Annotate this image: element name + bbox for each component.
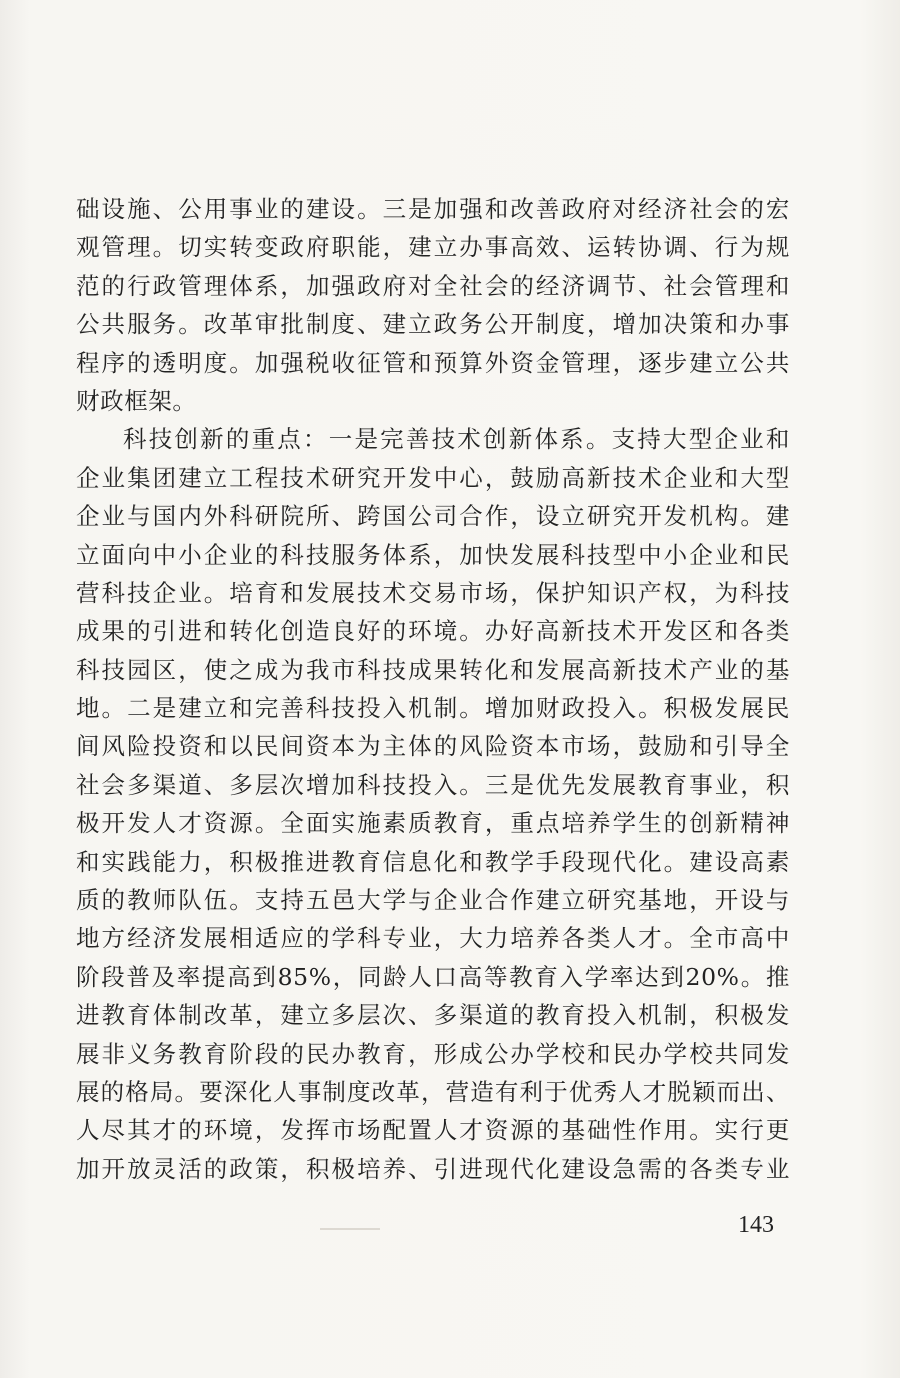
page-smudge <box>320 1228 380 1230</box>
text-line: 社会多渠道、多层次增加科技投入。三是优先发展教育事业，积 <box>76 770 790 799</box>
text-line: 程序的透明度。加强税收征管和预算外资金管理，逐步建立公共 <box>76 348 790 377</box>
page-number: 143 <box>738 1212 774 1238</box>
text-line: 地。二是建立和完善科技投入机制。增加财政投入。积极发展民 <box>76 694 790 723</box>
text-line: 公共服务。改革审批制度、建立政务公开制度，增加决策和办事 <box>76 310 790 339</box>
text-line: 极开发人才资源。全面实施素质教育，重点培养学生的创新精神 <box>76 809 790 838</box>
text-line: 质的教师队伍。支持五邑大学与企业合作建立研究基地，开设与 <box>76 886 790 915</box>
text-line: 加开放灵活的政策，积极培养、引进现代化建设急需的各类专业 <box>76 1154 790 1183</box>
text-line: 展非义务教育阶段的民办教育，形成公办学校和民办学校共同发 <box>76 1039 790 1068</box>
text-line: 展的格局。要深化人事制度改革，营造有利于优秀人才脱颖而出、 <box>76 1077 790 1106</box>
body-text <box>76 190 790 1188</box>
text-line: 和实践能力，积极推进教育信息化和教学手段现代化。建设高素 <box>76 847 790 876</box>
text-line: 企业与国内外科研院所、跨国公司合作，设立研究开发机构。建 <box>76 502 790 531</box>
text-line: 阶段普及率提高到85%，同龄人口高等教育入学率达到20%。推 <box>76 962 790 991</box>
text-line: 企业集团建立工程技术研究开发中心，鼓励高新技术企业和大型 <box>76 463 790 492</box>
text-line: 范的行政管理体系，加强政府对全社会的经济调节、社会管理和 <box>76 271 790 300</box>
text-line: 观管理。切实转变政府职能，建立办事高效、运转协调、行为规 <box>76 233 790 262</box>
text-line: 间风险投资和以民间资本为主体的风险资本市场，鼓励和引导全 <box>76 732 790 761</box>
text-line: 地方经济发展相适应的学科专业，大力培养各类人才。全市高中 <box>76 924 790 953</box>
text-line: 营科技企业。培育和发展技术交易市场，保护知识产权，为科技 <box>76 578 790 607</box>
text-line: 立面向中小企业的科技服务体系，加快发展科技型中小企业和民 <box>76 540 790 569</box>
text-line: 人尽其才的环境，发挥市场配置人才资源的基础性作用。实行更 <box>76 1116 790 1145</box>
text-line: 科技园区，使之成为我市科技成果转化和发展高新技术产业的基 <box>76 655 790 684</box>
text-line: 进教育体制改革，建立多层次、多渠道的教育投入机制，积极发 <box>76 1001 790 1030</box>
text-line: 财政框架。 <box>76 386 197 415</box>
text-line: 础设施、公用事业的建设。三是加强和改善政府对经济社会的宏 <box>76 195 790 223</box>
text-line: 科技创新的重点：一是完善技术创新体系。支持大型企业和 <box>123 425 790 454</box>
text-line: 成果的引进和转化创造良好的环境。办好高新技术开发区和各类 <box>76 617 790 646</box>
